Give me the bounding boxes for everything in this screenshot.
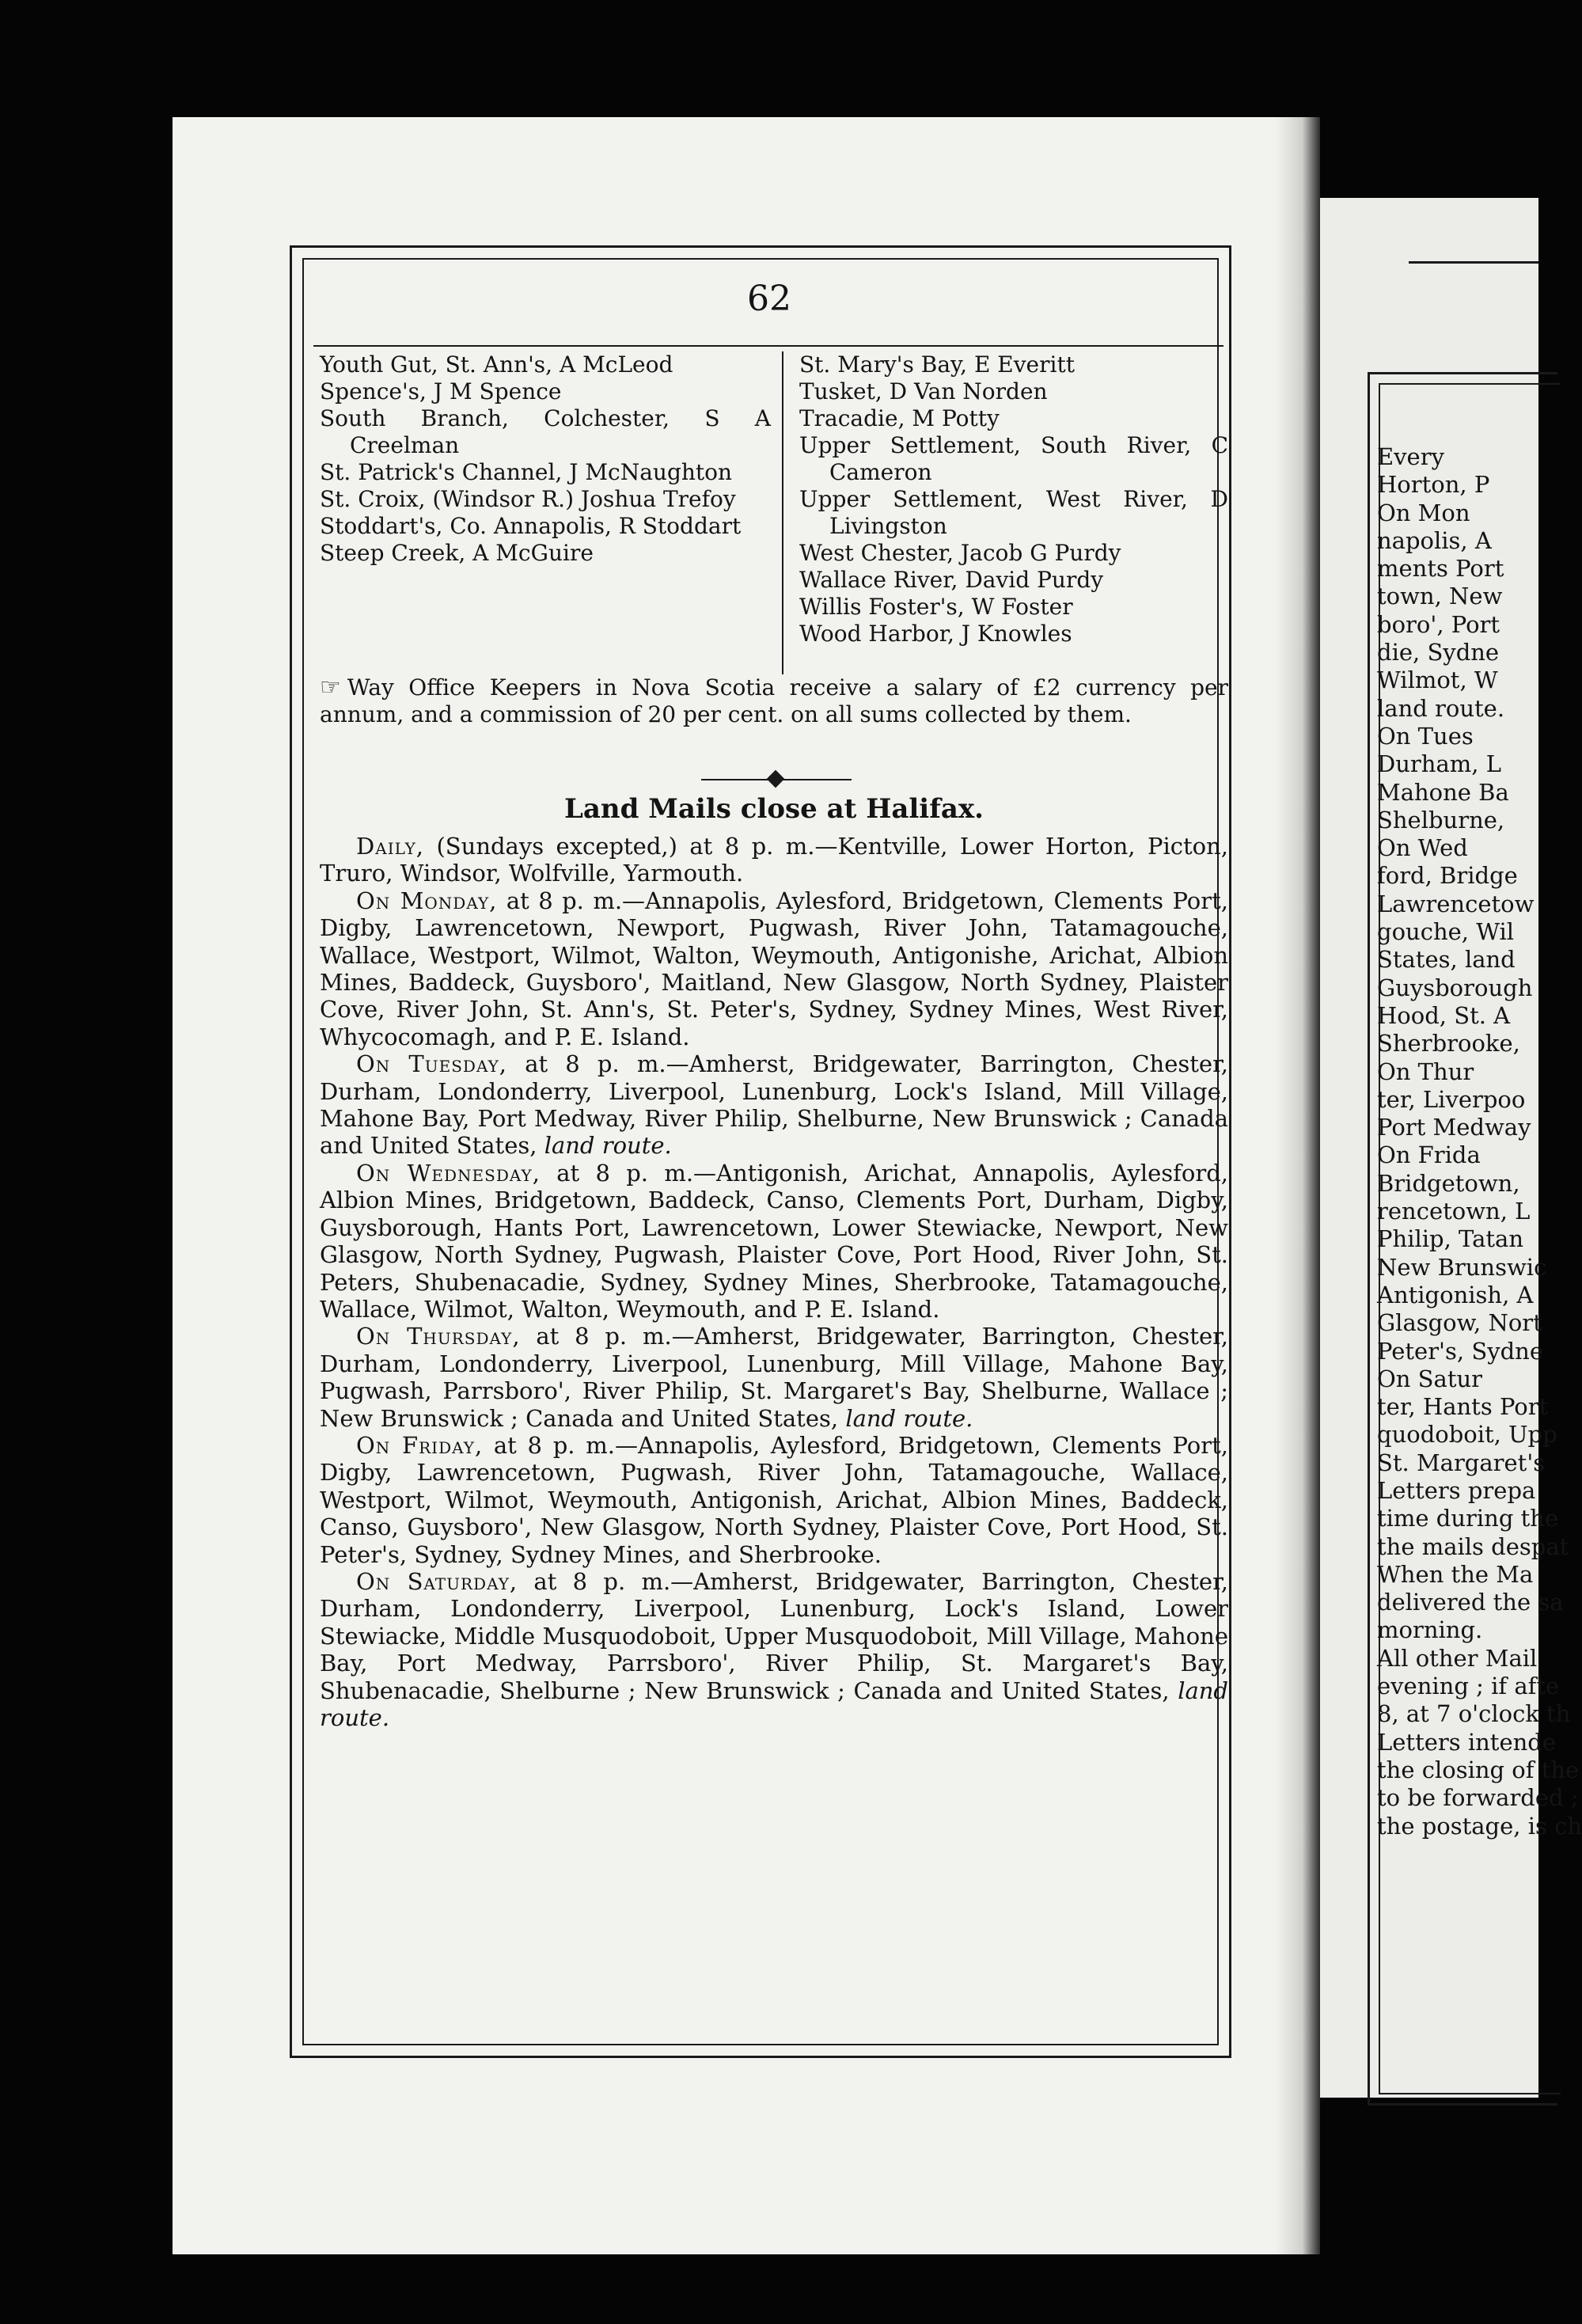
schedule-day: On Friday, [356,1431,484,1459]
schedule-day: On Wednesday, [356,1159,541,1187]
next-page-line: napolis, A [1377,526,1492,554]
next-page-line: On Frida [1377,1141,1481,1169]
next-page-line: morning. [1377,1616,1483,1644]
schedule-day: On Tuesday, [356,1050,508,1078]
next-page-line: Horton, P [1377,471,1490,499]
schedule-paragraph-tuesday [320,1050,1228,1160]
next-page-rule [1409,261,1538,264]
list-item: St. Mary's Bay, E Everitt [799,351,1075,378]
header-rule [313,345,1223,347]
next-page-line: die, Sydne [1377,639,1500,666]
next-page-line: New Brunswic [1377,1253,1547,1281]
list-item: West Chester, Jacob G Purdy [799,540,1121,566]
schedule-paragraph-daily [320,833,1228,887]
column-divider [782,351,783,674]
next-page-line: land route. [1377,694,1505,722]
next-page-line: ter, Hants Port [1377,1393,1549,1421]
next-page-line: On Satur [1377,1365,1483,1392]
next-page-line: ments Port [1377,555,1504,583]
next-page-line: 8, at 7 o'clock th [1377,1700,1571,1728]
schedule-route: land route. [845,1404,973,1432]
next-page-line: town, New [1377,583,1503,610]
mail-schedule [320,833,1228,1731]
schedule-text: at 8 p. m.—Amherst, Bridgewater, Barrington, Chester, Durham, Londonderry, Liverpool, Lunenburg, Lock's Island, Lower Stewiacke, Middle Musquodoboit, Upper Musquodoboit, Mill Village, Mahone Bay, Port Medway, Parrsboro', River Philip, St. Margaret's Bay, Shubenacadie, Shelburne ; New Brunswick ; Canada and United States, [320,1567,1228,1704]
way-office-list-left [320,351,771,567]
next-page-line: ford, Bridge [1377,862,1518,890]
schedule-text: at 8 p. m.—Amherst, Bridgewater, Barrington, Chester, Durham, Londonderry, Liverpool, Lunenburg, Mill Village, Mahone Bay, Pugwash, Parrsboro', River Philip, St. Margaret's Bay, Shelburne, Wallace ; New Brunswick ; Canada and United States, [320,1323,1229,1432]
list-item: St. Croix, (Windsor R.) Joshua Trefoy [320,486,736,512]
list-item: St. Patrick's Channel, J McNaughton [320,459,733,485]
next-page-line: On Mon [1377,499,1470,526]
note-text: Way Office Keepers in Nova Scotia receive a salary of £2 currency per annum, and a commission of 20 per cent. on all sums collected by them. [320,674,1228,727]
list-item: Spence's, J M Spence [320,378,562,404]
list-item: Tracadie, M Potty [799,405,1000,431]
list-item: Wallace River, David Purdy [799,567,1104,593]
schedule-text: at 8 p. m.—Annapolis, Aylesford, Bridgetown, Clements Port, Digby, Lawrencetown, Pugwash, River John, Tatamagouche, Wallace, Westport, Wilmot, Weymouth, Antigonish, Arichat, Albion Mines, Baddeck, Canso, Guysboro', New Glasgow, North Sydney, Plaister Cove, Port Hood, St. Peter's, Sydney, Sydney Mines, and Sherbrooke. [320,1431,1228,1568]
next-page-line: St. Margaret's [1377,1449,1546,1476]
next-page-line: Port Medway [1377,1114,1531,1141]
list-item: Youth Gut, St. Ann's, A McLeod [320,351,673,378]
list-item: Upper Settlement, South River, C Cameron [799,432,1228,485]
next-page-line: Lawrencetow [1377,890,1535,917]
next-page-line: Wilmot, W [1377,666,1498,694]
list-item: South Branch, Colchester, S A Creelman [320,405,771,458]
next-page-line: Durham, L [1377,750,1501,778]
schedule-route: land route. [320,1677,1228,1731]
next-page-line: States, land [1377,946,1516,974]
schedule-paragraph-friday [320,1432,1228,1568]
next-page-line: the closing of the [1377,1756,1580,1783]
list-item: Steep Creek, A McGuire [320,540,594,566]
way-office-list-right [799,351,1228,647]
page-number: 62 [747,279,791,319]
schedule-paragraph-thursday [320,1323,1228,1432]
next-page-line: On Wed [1377,834,1468,862]
next-page-line: Letters intende [1377,1728,1557,1756]
list-item: Upper Settlement, West River, D Livingston [799,486,1228,539]
schedule-day: Daily, [356,833,425,860]
next-page-line: time during the [1377,1505,1559,1532]
next-page-line: Hood, St. A [1377,1001,1511,1029]
next-page-line: Sherbrooke, [1377,1030,1520,1058]
schedule-day: On Thursday, [356,1323,521,1350]
next-page-line: quodoboit, Upp [1377,1421,1557,1449]
schedule-route: land route. [544,1132,672,1160]
schedule-text: at 8 p. m.—Annapolis, Aylesford, Bridgetown, Clements Port, Digby, Lawrencetown, Newport, Pugwash, River John, Tatamagouche, Wallace, Westport, Wilmot, Walton, Weymouth, Antigonishe, Arichat, Albion Mines, Baddeck, Guysboro', Maitland, New Glasgow, North Sydney, Plaister Cove, River John, St. Ann's, St. Peter's, Sydney, Sydney Mines, West River, Whycocomagh, and P. E. Island. [320,887,1228,1050]
list-item: Wood Harbor, J Knowles [799,621,1072,647]
next-page-line: Guysborough [1377,974,1533,1001]
list-item: Tusket, D Van Norden [799,378,1048,404]
book-gutter [1276,117,1320,2254]
section-title: Land Mails close at Halifax. [564,793,984,825]
schedule-paragraph-monday [320,887,1228,1050]
next-page-line: the mails despat [1377,1532,1569,1560]
schedule-paragraph-wednesday [320,1160,1228,1323]
next-page-line: Glasgow, Nort [1377,1309,1542,1337]
next-page-line: On Tues [1377,722,1474,750]
next-page-line: evening ; if afte [1377,1673,1560,1700]
next-page-line: rencetown, L [1377,1198,1531,1225]
schedule-text: at 8 p. m.—Amherst, Bridgewater, Barrington, Chester, Durham, Londonderry, Liverpool, Lunenburg, Lock's Island, Mill Village, Mahone Bay, Port Medway, River Philip, Shelburne, New Brunswick ; Canada and United States, [320,1050,1228,1160]
schedule-text: at 8 p. m.—Antigonish, Arichat, Annapolis, Aylesford, Albion Mines, Bridgetown, Baddeck, Canso, Clements Port, Durham, Digby, Guysborough, Hants Port, Lawrencetown, Lower Stewiacke, Newport, New Glasgow, North Sydney, Pugwash, Plaister Cove, Port Hood, River John, St. Peters, Shubenacadie, Sydney, Sydney Mines, Sherbrooke, Tatamagouche, Wallace, Wilmot, Walton, Weymouth, and P. E. Island. [320,1159,1228,1323]
next-page-line: Antigonish, A [1377,1281,1534,1308]
next-page-line: On Thur [1377,1058,1474,1085]
salary-note [320,674,1228,728]
schedule-day: On Monday, [356,887,498,914]
pointing-hand-icon: ☞ [320,674,341,701]
list-item: Willis Foster's, W Foster [799,594,1073,620]
next-page-line: Philip, Tatan [1377,1225,1524,1253]
next-page-line: Mahone Ba [1377,778,1509,806]
next-page-line: Shelburne, [1377,806,1505,834]
next-page-line: gouche, Wil [1377,918,1515,946]
schedule-day: On Saturday, [356,1567,518,1595]
next-page-line: Letters prepa [1377,1476,1536,1504]
next-page-line: to be forwarded ; [1377,1784,1579,1812]
next-page-line: Bridgetown, [1377,1169,1520,1197]
list-item: Stoddart's, Co. Annapolis, R Stoddart [320,513,742,539]
next-page-line: boro', Port [1377,610,1500,638]
next-page-line: delivered the sa [1377,1589,1564,1616]
next-page-line: the postage, is ch [1377,1812,1582,1840]
next-page-line: Every [1377,443,1444,470]
schedule-paragraph-saturday [320,1568,1228,1731]
next-page-line: ter, Liverpoo [1377,1085,1526,1113]
schedule-text: (Sundays excepted,) at 8 p. m.—Kentville, Lower Horton, Picton, Truro, Windsor, Wolfville, Yarmouth. [320,833,1228,887]
next-page-fragment [1377,443,1582,1840]
next-page-line: All other Mail [1377,1644,1538,1672]
next-page-line: Peter's, Sydne [1377,1337,1543,1365]
next-page-line: When the Ma [1377,1560,1534,1588]
